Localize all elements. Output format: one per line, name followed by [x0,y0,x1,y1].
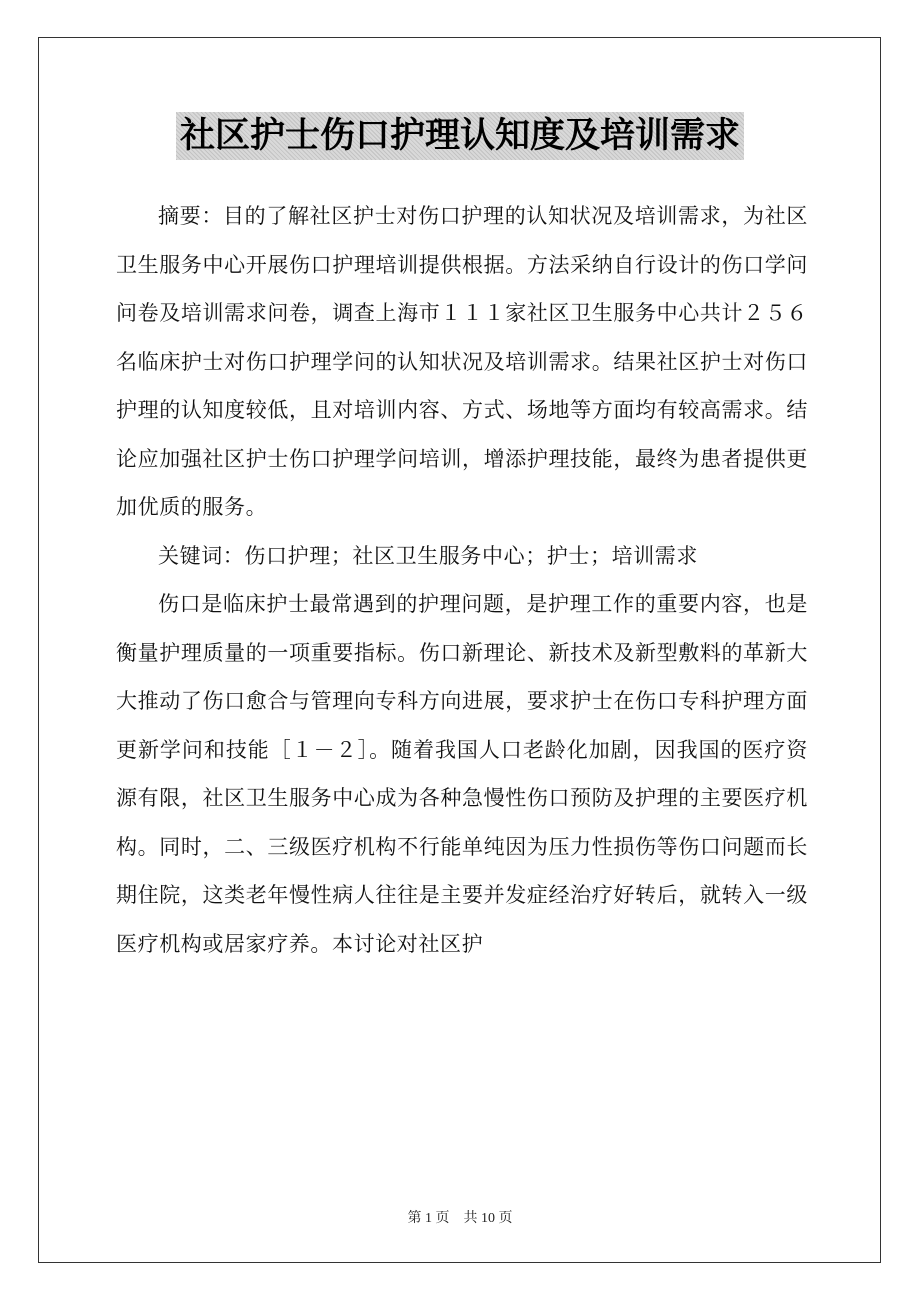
page-number-label: 第 1 页 共 10 页 [407,1211,513,1226]
page-footer [0,1207,920,1227]
keywords-paragraph: 关键词：伤口护理；社区卫生服务中心；护士；培训需求 [158,543,698,568]
abstract-paragraph: 摘要：目的了解社区护士对伤口护理的认知状况及培训需求，为社区卫生服务中心开展伤口护理培训提供根据。方法采纳自行设计的伤口学问问卷及培训需求问卷，调查上海市１１１家社区卫生服务中心共计２５６名临床护士对伤口护理学问的认知状况及培训需求。结果社区护士对伤口护理的认知度较低，且对培训内容、方式、场地等方面均有较高需求。结论应加强社区护士伤口护理学问培训，增添护理技能，最终为患者提供更加优质的服务。 [116,204,808,519]
document-title: 社区护士伤口护理认知度及培训需求 [176,112,744,160]
title-area [0,112,920,160]
document-body [116,192,808,968]
intro-paragraph: 伤口是临床护士最常遇到的护理问题，是护理工作的重要内容，也是衡量护理质量的一项重要指标。伤口新理论、新技术及新型敷料的革新大大推动了伤口愈合与管理向专科方向进展，要求护士在伤口专科护理方面更新学问和技能［１－２］。随着我国人口老龄化加剧，因我国的医疗资源有限，社区卫生服务中心成为各种急慢性伤口预防及护理的主要医疗机构。同时，二、三级医疗机构不行能单纯因为压力性损伤等伤口问题而长期住院，这类老年慢性病人往往是主要并发症经治疗好转后，就转入一级医疗机构或居家疗养。本讨论对社区护 [116,592,808,956]
